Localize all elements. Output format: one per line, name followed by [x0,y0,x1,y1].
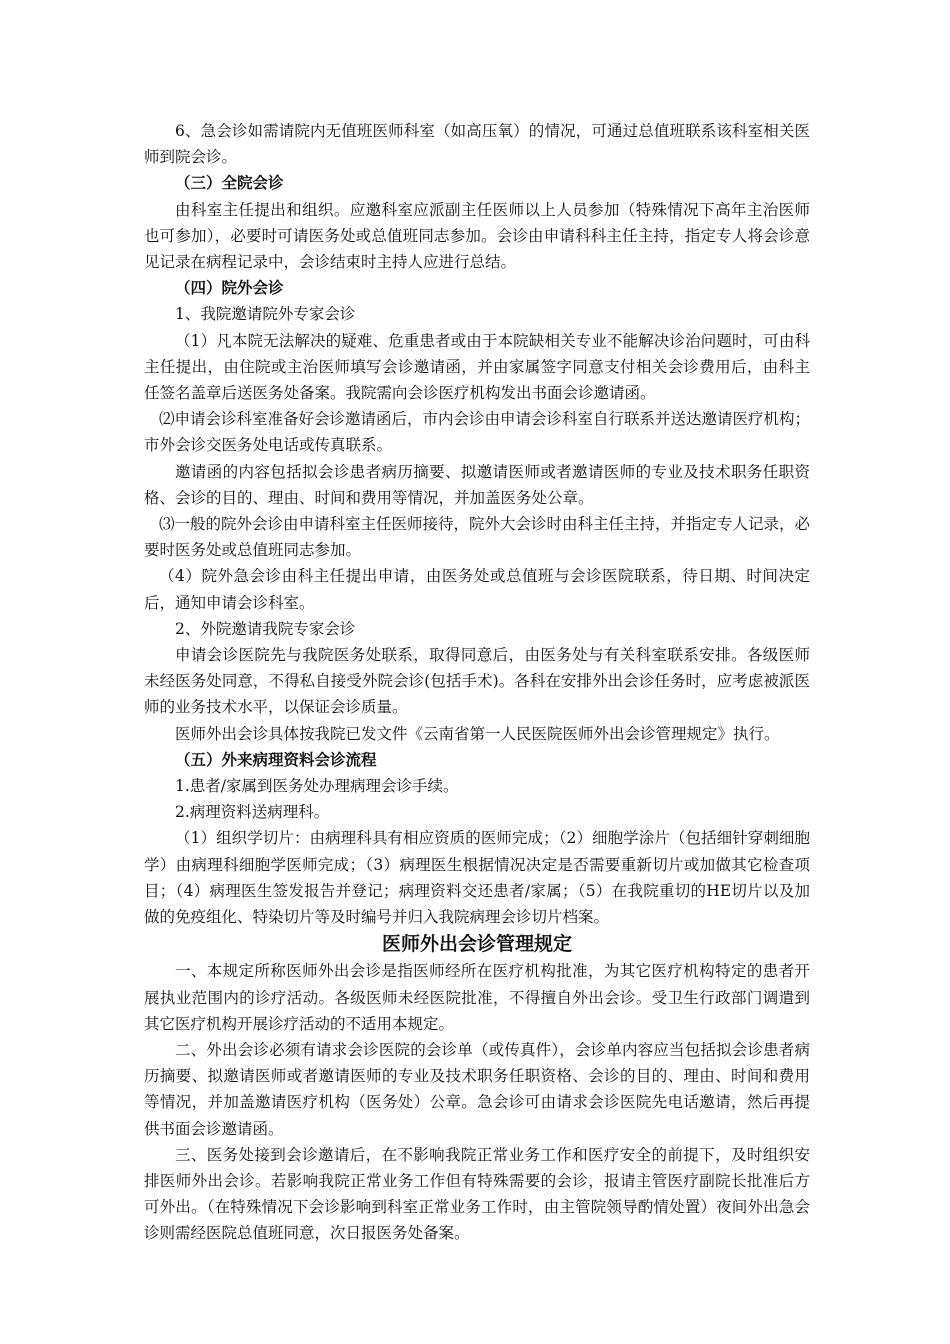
heading-pathology-consult-process: （五）外来病理资料会诊流程 [175,749,377,769]
paragraph-regulation-article1: 一、本规定所称医师外出会诊是指医师经所在医疗机构批准，为其它医疗机构特定的患者开展执业范围内的诊疗活动。各级医师未经医院批准，不得擅自外出会诊。受卫生行政部门调遣到其它医疗机构开展诊疗活动的不适用本规定。 [144,962,810,1033]
page-title-regulation: 医师外出会诊管理规定 [381,933,572,956]
document-page [144,118,810,1247]
paragraph-external-consult-1: （1）凡本院无法解决的疑难、危重患者或由于本院缺相关专业不能解决诊治问题时，可由科主任提出，由住院或主治医师填写会诊邀请函，并由家属签字同意支付相关会诊费用后，由科主任签名盖章后送医务处备案。我院需向会诊医疗机构发出书面会诊邀请函。 [144,331,810,403]
paragraph-reference-regulation: 医师外出会诊具体按我院已发文件《云南省第一人民医院医师外出会诊管理规定》执行。 [175,724,780,743]
paragraph-outside-invitation-process: 申请会诊医院先与我院医务处联系，取得同意后，由医务处与有关科室联系安排。各级医师未经医务处同意，不得私自接受外院会诊(包括手术)。各科在安排外出会诊任务时，应考虑被派医师的业务技术水平，以保证会诊质量。 [144,646,810,717]
paragraph-regulation-article3: 三、医务处接到会诊邀请后，在不影响我院正常业务工作和医疗安全的前提下，及时组织安排医师外出会诊。若影响我院正常业务工作但有特殊需要的会诊，报请主管医疗副院长批准后方可外出。（在特殊情况下会诊影响到科室正常业务工作时，由主管院领导酌情处置）夜间外出急会诊则需经医院总值班同意，次日报医务处备案。 [144,1145,810,1243]
list-item-pathology-step2: 2.病理资料送病理科。 [175,803,330,822]
paragraph-regulation-article2: 二、外出会诊必须有请求会诊医院的会诊单（或传真件），会诊单内容应当包括拟会诊患者病历摘要、拟邀请医师或者邀请医师的专业及技术职务任职资格、会诊的目的、理由、时间和费用等情况，并加盖邀请医疗机构（医务处）公章。急会诊可由请求会诊医院先电话邀请，然后再提供书面会诊邀请函。 [144,1040,810,1138]
heading-hospital-wide-consult: （三）全院会诊 [175,173,284,193]
paragraph-hospital-wide-consult: 由科室主任提出和组织。应邀科室应派副主任医师以上人员参加（特殊情况下高年主治医师也可参加），必要时可请医务处或总值班同志参加。会诊由申请科科主任主持，指定专人将会诊意见记录在病程记录中，会诊结束时主持人应进行总结。 [144,200,810,272]
subheading-invite-external-experts: 1、我院邀请院外专家会诊 [175,305,356,324]
paragraph-external-consult-3: ⑶一般的院外会诊由申请科室主任医师接待，院外大会诊时由科主任主持，并指定专人记录，必要时医务处或总值班同志参加。 [144,515,811,560]
list-item-pathology-step1: 1.患者/家属到医务处办理病理会诊手续。 [175,777,459,796]
paragraph-external-consult-2: ⑵申请会诊科室准备好会诊邀请函后，市内会诊由申请会诊科室自行联系并送达邀请医疗机构；市外会诊交医务处电话或传真联系。 [144,410,811,455]
paragraph-external-consult-4: （4）院外急会诊由科主任提出申请，由医务处或总值班与会诊医院联系，待日期、时间决定后，通知申请会诊科室。 [144,567,810,612]
paragraph-pathology-details: （1）组织学切片：由病理科具有相应资质的医师完成；（2）细胞学涂片（包括细针穿刺细胞学）由病理科细胞学医师完成；（3）病理医生根据情况决定是否需要重新切片或加做其它检查项目；（4）病理医生签发报告并登记；病理资料交还患者/家属；（5）在我院重切的HE切片以及加做的免疫组化、特染切片等及时编号并归入我院病理会诊切片档案。 [144,829,810,927]
subheading-outside-invites-our-experts: 2、外院邀请我院专家会诊 [175,619,356,638]
paragraph-invitation-letter-content: 邀请函的内容包括拟会诊患者病历摘要、拟邀请医师或者邀请医师的专业及技术职务任职资格、会诊的目的、理由、时间和费用等情况，并加盖医务处公章。 [144,462,810,507]
heading-external-consult: （四）院外会诊 [175,278,284,298]
paragraph-urgent-consult-item6: 6、急会诊如需请院内无值班医师科室（如高压氧）的情况，可通过总值班联系该科室相关医师到院会诊。 [144,122,810,167]
